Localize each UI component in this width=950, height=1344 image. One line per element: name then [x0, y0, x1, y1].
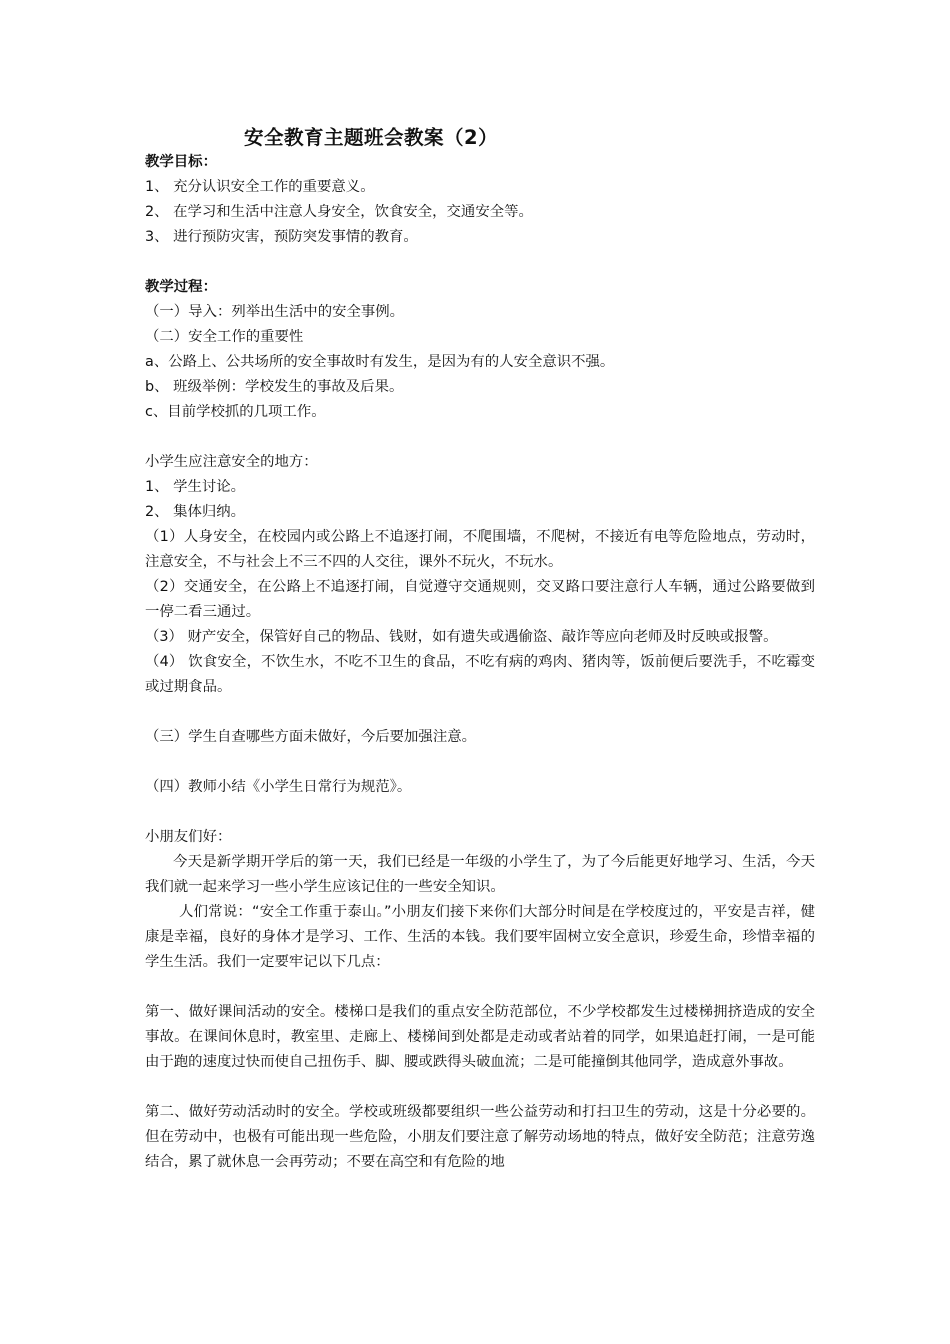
safety-point-1: （1）人身安全，在校园内或公路上不追逐打闹，不爬围墙，不爬树，不接近有电等危险地点，劳动时，注意安全，不与社会上不三不四的人交往，课外不玩火，不玩水。: [145, 529, 815, 570]
process-part-3: （三）学生自查哪些方面未做好，今后要加强注意。: [145, 729, 476, 745]
process-part-2: （二）安全工作的重要性: [145, 329, 304, 345]
places-heading: 小学生应注意安全的地方：: [145, 454, 318, 470]
goal-item-1: 1、 充分认识安全工作的重要意义。: [145, 179, 375, 195]
speech-point-second: 第二、做好劳动活动时的安全。学校或班级都要组织一些公益劳动和打扫卫生的劳动，这是十分必要的。但在劳动中，也极有可能出现一些危险，小朋友们要注意了解劳动场地的特点，做好安全防范；注意劳逸结合，累了就休息一会再劳动；不要在高空和有危险的地: [145, 1104, 815, 1170]
speech-greeting: 小朋友们好：: [145, 829, 232, 845]
speech-paragraph-2: 人们常说：“安全工作重于泰山。”小朋友们接下来你们大部分时间是在学校度过的，平安是吉祥，健康是幸福，良好的身体才是学习、工作、生活的本钱。我们要牢固树立安全意识，珍爱生命，珍惜幸福的学生生活。我们一定要牢记以下几点：: [145, 904, 815, 970]
places-step-1: 1、 学生讨论。: [145, 479, 246, 495]
document-title: 安全教育主题班会教案（2）: [244, 126, 499, 149]
safety-point-2: （2）交通安全，在公路上不追逐打闹，自觉遵守交通规则，交叉路口要注意行人车辆，通过公路要做到一停二看三通过。: [145, 579, 815, 620]
goal-item-2: 2、 在学习和生活中注意人身安全，饮食安全，交通安全等。: [145, 204, 533, 220]
spacer: [145, 750, 815, 775]
document-body: [145, 150, 815, 1175]
spacer: [145, 250, 815, 275]
places-step-2: 2、 集体归纳。: [145, 504, 246, 520]
speech-paragraph-1: 今天是新学期开学后的第一天，我们已经是一年级的小学生了，为了今后能更好地学习、生活，今天我们就一起来学习一些小学生应该记住的一些安全知识。: [145, 854, 815, 895]
process-heading: 教学过程：: [145, 279, 217, 295]
process-item-c: c、目前学校抓的几项工作。: [145, 404, 326, 420]
spacer: [145, 1075, 815, 1100]
process-part-1: （一）导入：列举出生活中的安全事例。: [145, 304, 405, 320]
safety-point-3: （3） 财产安全，保管好自己的物品、钱财，如有遗失或遇偷盗、敲诈等应向老师及时反映或报警。: [145, 629, 778, 645]
safety-point-4: （4） 饮食安全，不饮生水，不吃不卫生的食品，不吃有病的鸡肉、猪肉等，饭前便后要洗手，不吃霉变或过期食品。: [145, 654, 815, 695]
goals-heading: 教学目标：: [145, 154, 217, 170]
goal-item-3: 3、 进行预防灾害，预防突发事情的教育。: [145, 229, 418, 245]
process-item-a: a、公路上、公共场所的安全事故时有发生，是因为有的人安全意识不强。: [145, 354, 615, 370]
spacer: [145, 975, 815, 1000]
spacer: [145, 700, 815, 725]
process-part-4: （四）教师小结《小学生日常行为规范》。: [145, 779, 412, 795]
speech-point-first: 第一、做好课间活动的安全。楼梯口是我们的重点安全防范部位，不少学校都发生过楼梯拥挤造成的安全事故。在课间休息时，教室里、走廊上、楼梯间到处都是走动或者站着的同学，如果追赶打闹，一是可能由于跑的速度过快而使自己扭伤手、脚、腰或跌得头破血流；二是可能撞倒其他同学，造成意外事故。: [145, 1004, 815, 1070]
spacer: [145, 800, 815, 825]
process-item-b: b、 班级举例：学校发生的事故及后果。: [145, 379, 404, 395]
spacer: [145, 425, 815, 450]
